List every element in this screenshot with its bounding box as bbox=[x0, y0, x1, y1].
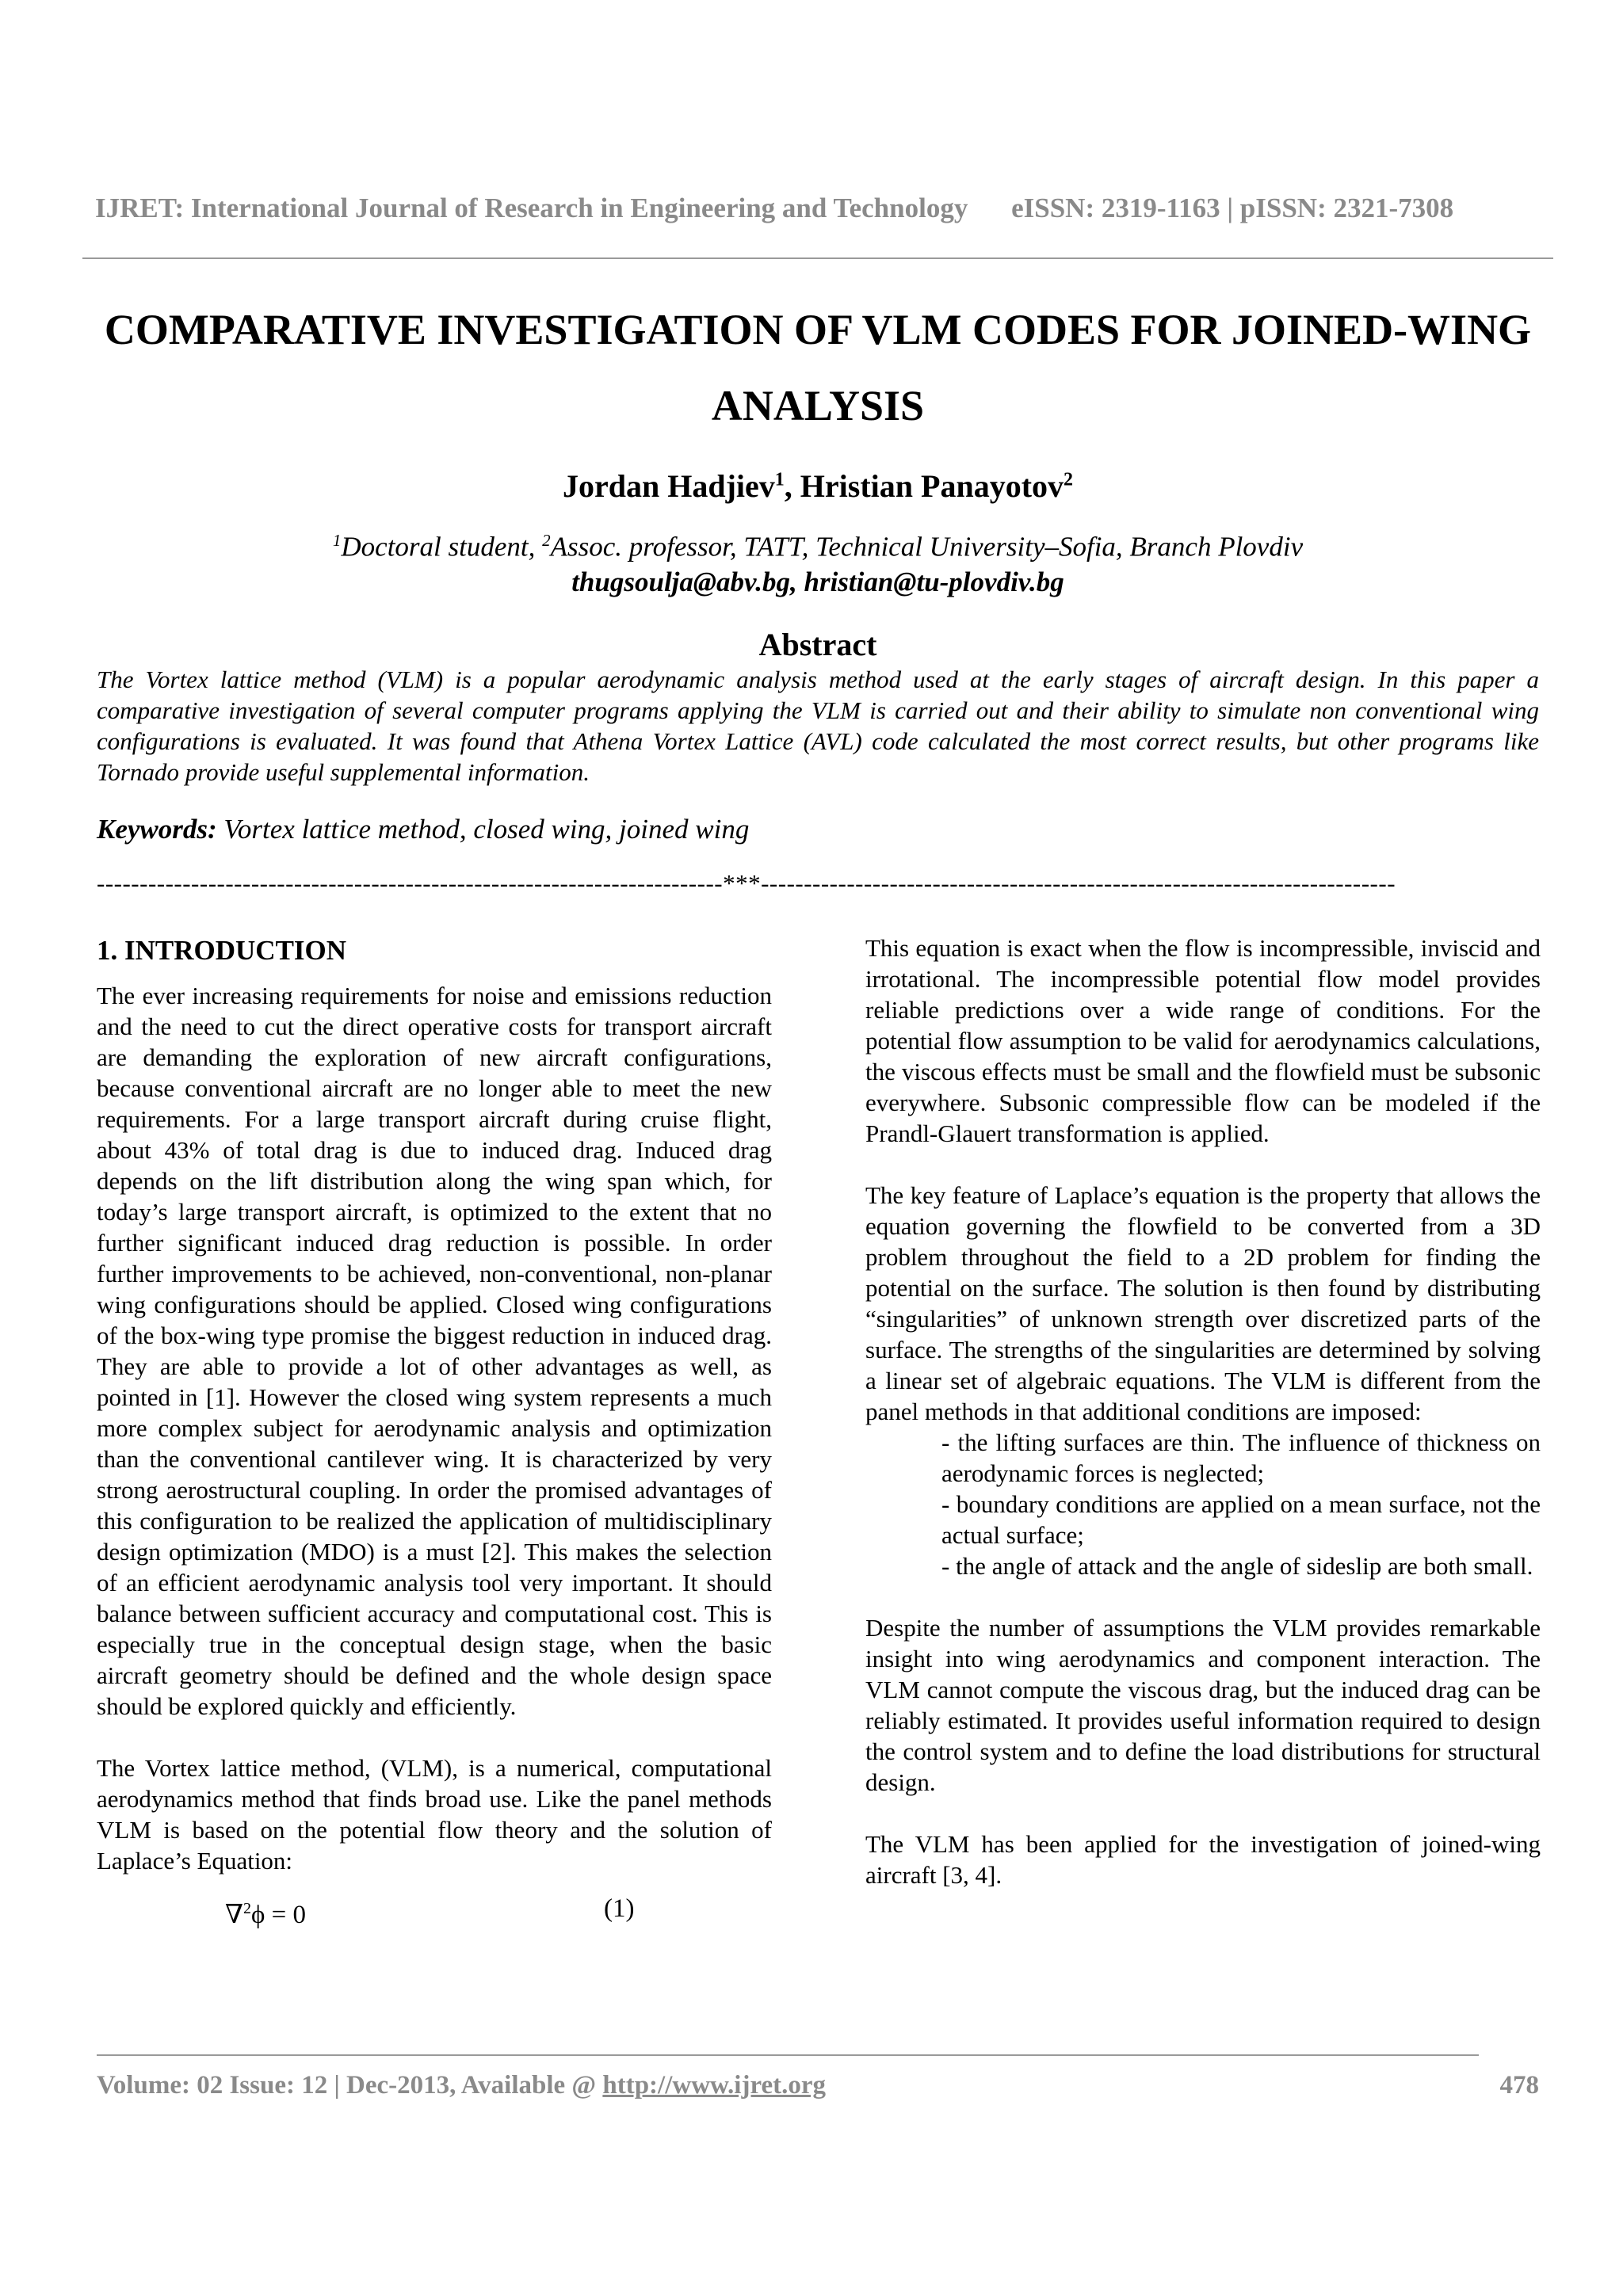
abstract-text: The Vortex lattice method (VLM) is a popular aerodynamic analysis method used at the early stages of aircraft design. In this paper a comparative investigation of several computer programs applying the VLM is carried out and their ability to simulate non conventional wing configurations is evaluated. It was found that Athena Vortex Lattice (AVL) code calculated the most correct results, but other programs like Tornado provide useful supplemental information. bbox=[97, 666, 1539, 786]
list-item: - the lifting surfaces are thin. The influence of thickness on aerodynamic forces is neglected; bbox=[941, 1428, 1541, 1487]
affiliation bbox=[82, 523, 1553, 600]
header-divider bbox=[82, 257, 1553, 259]
author-1-sup: 1 bbox=[774, 469, 785, 490]
footer-volume: Volume: 02 Issue: 12 | Dec-2013, Available @ bbox=[97, 2071, 603, 2100]
keywords-label: Keywords: bbox=[97, 814, 217, 845]
assumption-list bbox=[941, 1427, 1541, 1581]
affil-role-1: Doctoral student, bbox=[341, 531, 543, 563]
list-item: - the angle of attack and the angle of sideslip are both small. bbox=[941, 1552, 1533, 1580]
author-1: Jordan Hadjiev bbox=[562, 468, 775, 504]
intro-paragraph-3: This equation is exact when the flow is incompressible, inviscid and irrotational. The incompressible potential flow model provides reliable predictions over a wide range of conditions. For the potential flow assumption to be valid for aerodynamics calculations, the viscous effects must be small and the flowfield must be subsonic everywhere. Subsonic compressible flow can be modeled if the Prandl-Glauert transformation is applied. bbox=[865, 934, 1541, 1147]
left-column bbox=[97, 935, 772, 1932]
equation-number: (1) bbox=[604, 1894, 635, 1923]
abstract-heading: Abstract bbox=[758, 627, 877, 662]
keywords bbox=[97, 814, 1539, 845]
running-header bbox=[95, 193, 1553, 224]
page-number: 478 bbox=[1499, 2071, 1539, 2100]
intro-paragraph-4: The key feature of Laplace’s equation is the property that allows the equation governing the flowfield to be converted from a 3D problem throughout the field to a 2D problem for finding the potential on the surface. The solution is then found by distributing “singularities” of unknown strength over discretized parts of the surface. The strengths of the singularities are determined by solving a linear set of algebraic equations. The VLM is different from the panel methods in that additional conditions are imposed: bbox=[865, 1181, 1541, 1425]
affil-sup-1: 1 bbox=[332, 531, 342, 550]
author-2: Hristian Panayotov bbox=[800, 468, 1064, 504]
title-line-2: ANALYSIS bbox=[711, 382, 925, 429]
equation-1 bbox=[97, 1894, 772, 1932]
intro-paragraph-2: The Vortex lattice method, (VLM), is a numerical, computational aerodynamics method that finds broad use. Like the panel methods VLM is based on the potential flow theory and the solution of Laplace’s Equation: bbox=[97, 1754, 772, 1875]
section-separator: -------------------------------------------------------------------------***-------------------------------------------------------------------------- bbox=[97, 869, 1396, 897]
affil-role-2: Assoc. professor, TATT, Technical University–Sofia, Branch Plovdiv bbox=[550, 531, 1304, 563]
footer-divider bbox=[97, 2054, 1479, 2056]
paper-title bbox=[82, 292, 1553, 444]
keywords-text: Vortex lattice method, closed wing, joined wing bbox=[216, 814, 750, 845]
journal-link[interactable]: http://www.ijret.org bbox=[602, 2071, 827, 2100]
list-item: - boundary conditions are applied on a mean surface, not the actual surface; bbox=[941, 1490, 1541, 1549]
intro-paragraph-6: The VLM has been applied for the investigation of joined-wing aircraft [3, 4]. bbox=[865, 1830, 1541, 1889]
affil-sup-2: 2 bbox=[542, 531, 551, 550]
author-separator: , bbox=[784, 468, 800, 504]
author-2-sup: 2 bbox=[1064, 469, 1074, 490]
issn-info: eISSN: 2319-1163 | pISSN: 2321-7308 bbox=[1011, 193, 1454, 223]
title-line-1: COMPARATIVE INVESTIGATION OF VLM CODES FOR JOINED-WING bbox=[104, 306, 1532, 353]
journal-name: IJRET: International Journal of Research in Engineering and Technology bbox=[95, 193, 968, 223]
intro-paragraph-1: The ever increasing requirements for noise and emissions reduction and the need to cut the direct operative costs for transport aircraft are demanding the exploration of new aircraft configurations, because conventional aircraft are no longer able to meet the new requirements. For a large transport aircraft during cruise flight, about 43% of total drag is due to induced drag. Induced drag depends on the lift distribution along the wing span which, for today’s large transport aircraft, is optimized to the extent that no further significant induced drag reduction is possible. In order further improvements to be achieved, non-conventional, non-planar wing configurations should be applied. Closed wing configurations of the box-wing type promise the biggest reduction in induced drag. They are able to provide a lot of other advantages as well, as pointed in [1]. However the closed wing system represents a much more complex subject for aerodynamic analysis and optimization than the conventional cantilever wing. It is characterized by very strong aerostructural coupling. In order the promised advantages of this configuration to be realized the application of multidisciplinary design optimization (MDO) is a must [2]. This makes the selection of an efficient aerodynamic analysis tool very important. It should balance between sufficient accuracy and computational cost. This is especially true in the conceptual design stage, when the basic aircraft geometry should be defined and the whole design space should be explored quickly and efficiently. bbox=[97, 982, 772, 1720]
page-footer bbox=[97, 2071, 1539, 2100]
equation-expression: ∇$^2$ϕ = 0 bbox=[225, 1900, 307, 1929]
author-emails[interactable]: thugsoulja@abv.bg, hristian@tu-plovdiv.bg bbox=[571, 566, 1064, 597]
section-heading-introduction: 1. INTRODUCTION bbox=[97, 935, 347, 966]
author-list bbox=[82, 467, 1553, 505]
right-column bbox=[865, 933, 1541, 1921]
intro-paragraph-5: Despite the number of assumptions the VLM provides remarkable insight into wing aerodynamics and component interaction. The VLM cannot compute the viscous drag, but the induced drag can be reliably estimated. It provides useful information required to design the control system and to define the load distributions for structural design. bbox=[865, 1614, 1541, 1796]
